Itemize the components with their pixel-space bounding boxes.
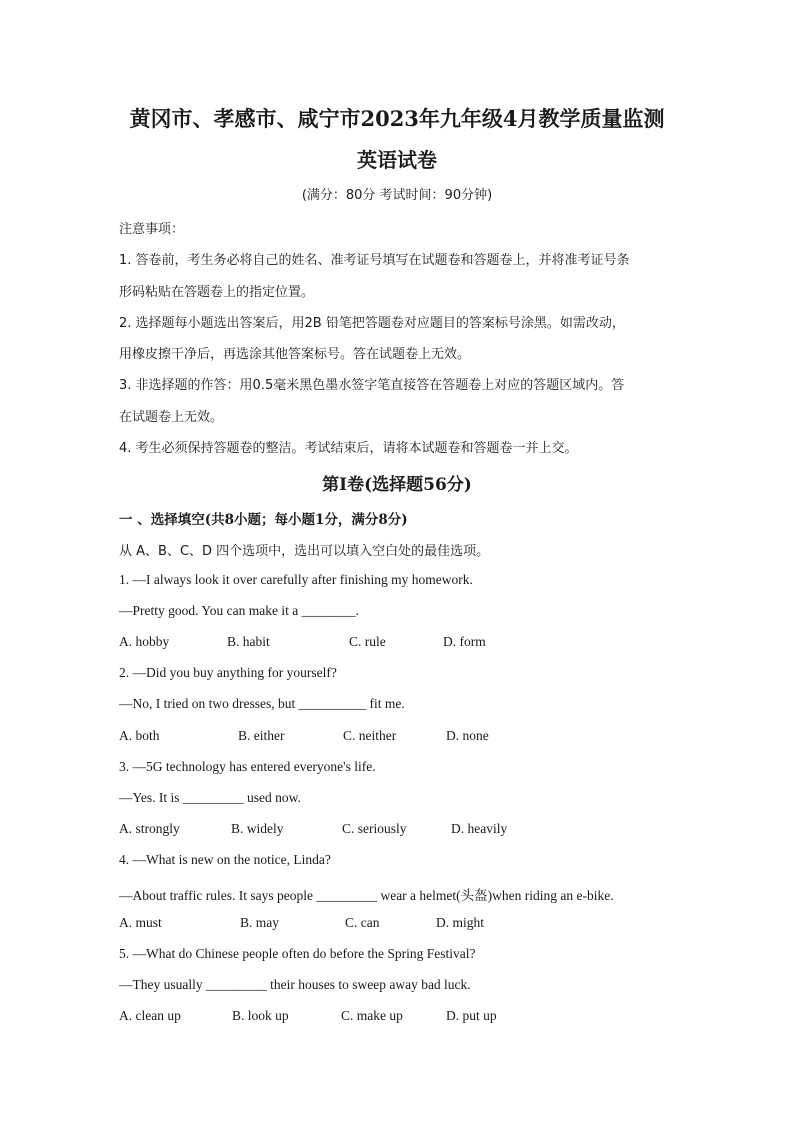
notes-line: 用橡皮擦干净后，再选涂其他答案标号。答在试题卷上无效。 <box>119 347 471 362</box>
question-response: —Yes. It is _________ used now. <box>119 790 301 805</box>
question-response: —About traffic rules. It says people _________ wear a helmet(头盔)when riding an e-bike. <box>119 888 614 903</box>
part-instruction: 从 A、B、C、D 四个选项中，选出可以填入空白处的最佳选项。 <box>119 544 490 559</box>
exam-info: (满分：80分 考试时间：90分钟) <box>301 188 493 203</box>
section-title: 第I卷(选择题56分) <box>322 475 472 495</box>
option-a: A. strongly <box>119 821 180 836</box>
option-d: D. heavily <box>451 821 508 836</box>
question-stem: 2. —Did you buy anything for yourself? <box>119 665 337 680</box>
question-response: —They usually _________ their houses to sweep away bad luck. <box>119 977 471 992</box>
notes-line: 在试题卷上无效。 <box>119 410 224 425</box>
option-c: C. can <box>345 915 380 930</box>
notes-heading: 注意事项： <box>119 222 185 237</box>
part-title: 一 、选择填空(共8小题；每小题1分，满分8分) <box>119 512 408 528</box>
option-a: A. clean up <box>119 1008 181 1023</box>
notes-line: 2. 选择题每小题选出答案后，用2B 铅笔把答题卷对应题目的答案标号涂黑。如需改动， <box>119 316 625 331</box>
notes-line: 3. 非选择题的作答：用0.5毫米黑色墨水签字笔直接答在答题卷上对应的答题区域内。答 <box>119 378 625 393</box>
question-stem: 1. —I always look it over carefully after finishing my homework. <box>119 572 473 587</box>
exam-title: 黄冈市、孝感市、咸宁市2023年九年级4月教学质量监测 <box>129 106 665 131</box>
option-b: B. habit <box>227 634 270 649</box>
option-d: D. form <box>443 634 486 649</box>
option-a: A. hobby <box>119 634 170 649</box>
option-d: D. none <box>446 728 489 743</box>
option-c: C. rule <box>349 634 386 649</box>
option-b: B. widely <box>231 821 284 836</box>
option-c: C. make up <box>341 1008 403 1023</box>
question-stem: 3. —5G technology has entered everyone's life. <box>119 759 376 774</box>
option-c: C. neither <box>343 728 397 743</box>
notes-line: 1. 答卷前，考生务必将自己的姓名、准考证号填写在试题卷和答题卷上，并将准考证号条 <box>119 253 630 268</box>
option-a: A. must <box>119 915 162 930</box>
option-b: B. either <box>238 728 285 743</box>
question-stem: 4. —What is new on the notice, Linda? <box>119 852 331 867</box>
notes-line: 4. 考生必须保持答题卷的整洁。考试结束后，请将本试题卷和答题卷一并上交。 <box>119 441 578 456</box>
option-b: B. may <box>240 915 279 930</box>
notes-line: 形码粘贴在答题卷上的指定位置。 <box>119 285 315 300</box>
question-response: —Pretty good. You can make it a ________. <box>119 603 359 618</box>
option-b: B. look up <box>232 1008 289 1023</box>
option-a: A. both <box>119 728 160 743</box>
question-stem: 5. —What do Chinese people often do before the Spring Festival? <box>119 946 476 961</box>
exam-subtitle: 英语试卷 <box>357 148 437 172</box>
option-c: C. seriously <box>342 821 407 836</box>
option-d: D. might <box>436 915 485 930</box>
question-response: —No, I tried on two dresses, but __________ fit me. <box>119 696 405 711</box>
option-d: D. put up <box>446 1008 497 1023</box>
